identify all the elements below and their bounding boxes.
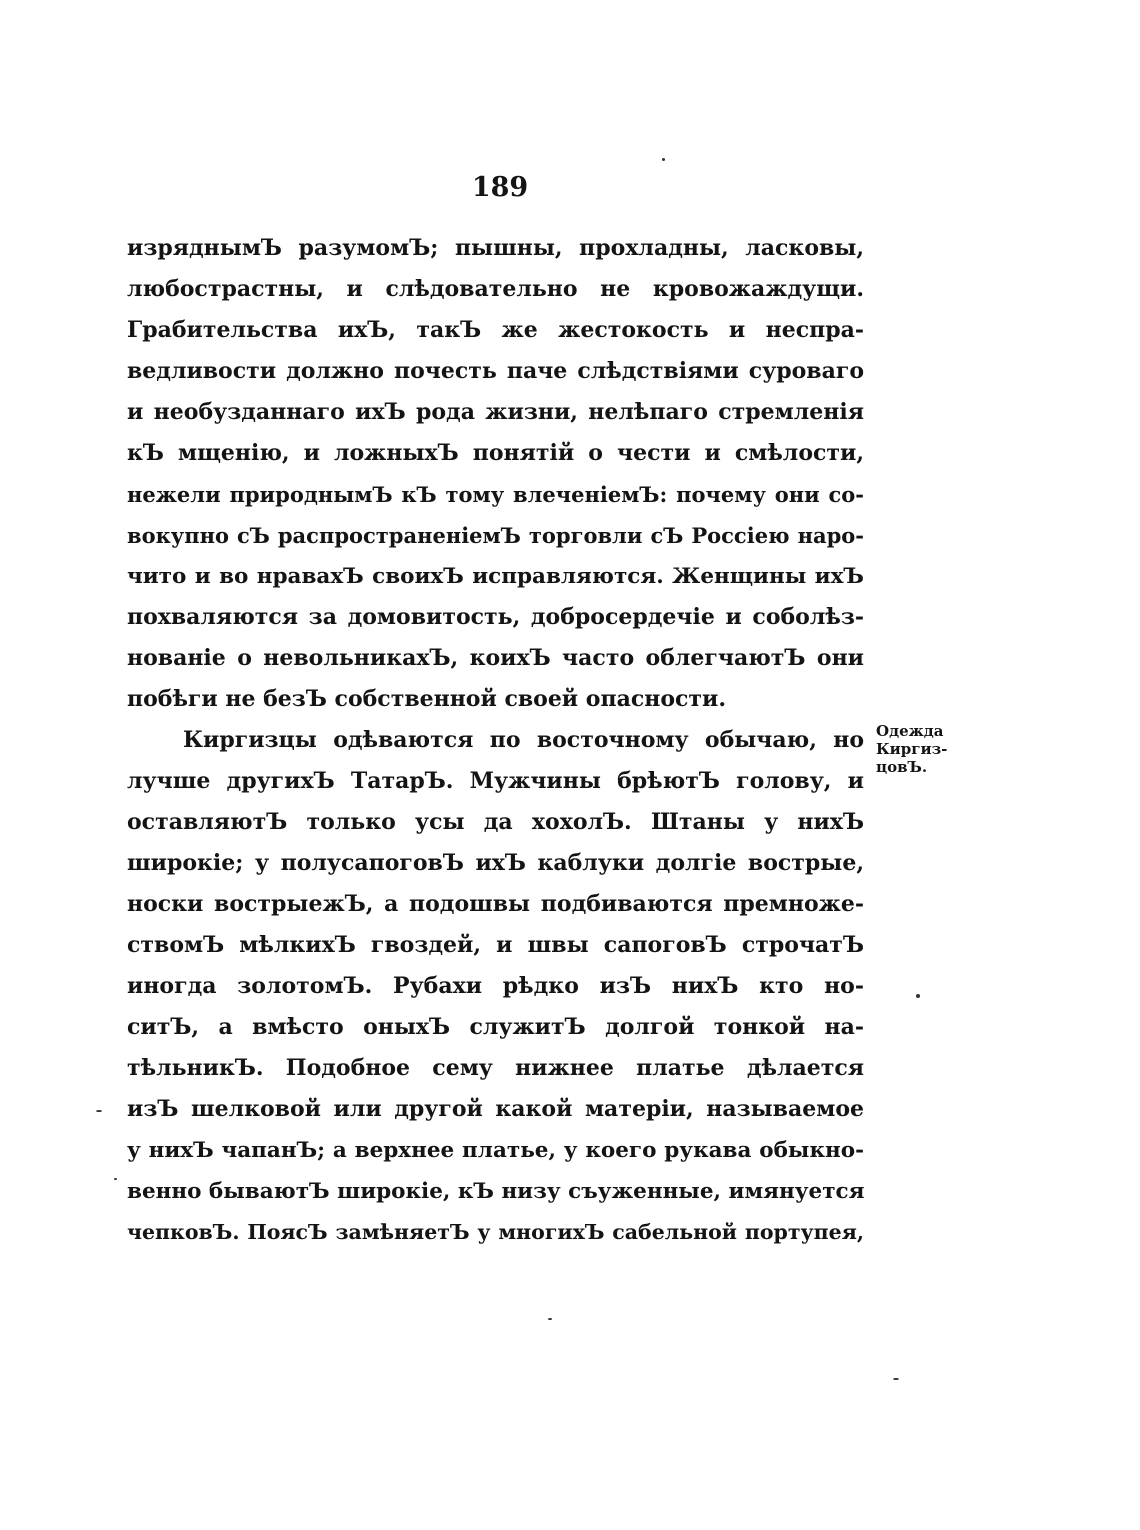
body-text: [127, 228, 864, 1253]
text-line: любострастны, и слѣдовательно не кровожаждущи.: [127, 276, 864, 302]
scan-speck: [893, 1378, 899, 1380]
text-line: и необузданнаго ихЪ рода жизни, нелѣпаго стремленія: [127, 399, 864, 425]
text-line: оставляютЪ только усы да хохолЪ. Штаны у нихЪ: [127, 809, 864, 835]
paragraph-2: [127, 720, 864, 1253]
scan-speck: [662, 158, 665, 161]
scan-speck: [114, 1178, 117, 1180]
scan-speck: [96, 1110, 102, 1112]
margin-note-line: Киргиз-: [876, 740, 948, 758]
text-line: ствомЪ мѣлкихЪ гвоздей, и швы сапоговЪ строчатЪ: [127, 932, 864, 958]
text-line: похваляются за домовитость, добросердечіе и соболѣз-: [127, 604, 864, 630]
text-line: нежели природнымЪ кЪ тому влеченіемЪ: почему они со-: [127, 482, 864, 507]
paragraph-1: [127, 228, 864, 720]
text-line: ведливости должно почесть паче слѣдствіями суроваго: [127, 358, 864, 384]
text-line: побѣги не безЪ собственной своей опасности.: [127, 686, 726, 712]
text-line: широкіе; у полусапоговЪ ихЪ каблуки долгіе вострые,: [127, 850, 864, 876]
text-line: венно бываютЪ широкіе, кЪ низу съуженные, имянуется: [127, 1179, 865, 1204]
text-line: тѣльникЪ. Подобное сему нижнее платье дѣлается: [127, 1055, 864, 1081]
text-line: у нихЪ чапанЪ; а верхнее платье, у коего рукава обыкно-: [127, 1138, 864, 1163]
margin-note-line: цовЪ.: [876, 758, 928, 776]
text-line: Киргизцы одѣваются по восточному обычаю, но: [183, 727, 864, 753]
text-line: лучше другихЪ ТатарЪ. Мужчины брѣютЪ голову, и: [127, 768, 864, 794]
scan-speck: [916, 994, 920, 998]
text-line: чепковЪ. ПоясЪ замѣняетЪ у многихЪ сабельной портупея,: [127, 1220, 864, 1244]
text-line: Грабительства ихЪ, такЪ же жестокость и неспра-: [127, 317, 864, 343]
text-line: вокупно сЪ распространеніемЪ торговли сЪ Россіею наро-: [127, 523, 864, 548]
text-line: нованіе о невольникахЪ, коихЪ часто облегчаютЪ они: [127, 645, 864, 671]
text-line: изряднымЪ разумомЪ; пышны, прохладны, ласковы,: [127, 235, 864, 261]
margin-note-line: Одежда: [876, 722, 944, 740]
text-line: кЪ мщенію, и ложныхЪ понятій о чести и смѣлости,: [127, 440, 864, 466]
text-line: чито и во нравахЪ своихЪ исправляются. Женщины ихЪ: [127, 564, 864, 589]
text-line: изЪ шелковой или другой какой матеріи, называемое: [127, 1096, 864, 1122]
scan-speck: [548, 1318, 552, 1320]
text-line: ситЪ, а вмѣсто оныхЪ служитЪ долгой тонкой на-: [127, 1014, 864, 1040]
text-line: иногда золотомЪ. Рубахи рѣдко изЪ нихЪ кто но-: [127, 973, 864, 999]
margin-note: [876, 722, 986, 776]
text-line: носки вострыежЪ, а подошвы подбиваются премноже-: [127, 891, 864, 917]
page-number: 189: [471, 172, 529, 203]
